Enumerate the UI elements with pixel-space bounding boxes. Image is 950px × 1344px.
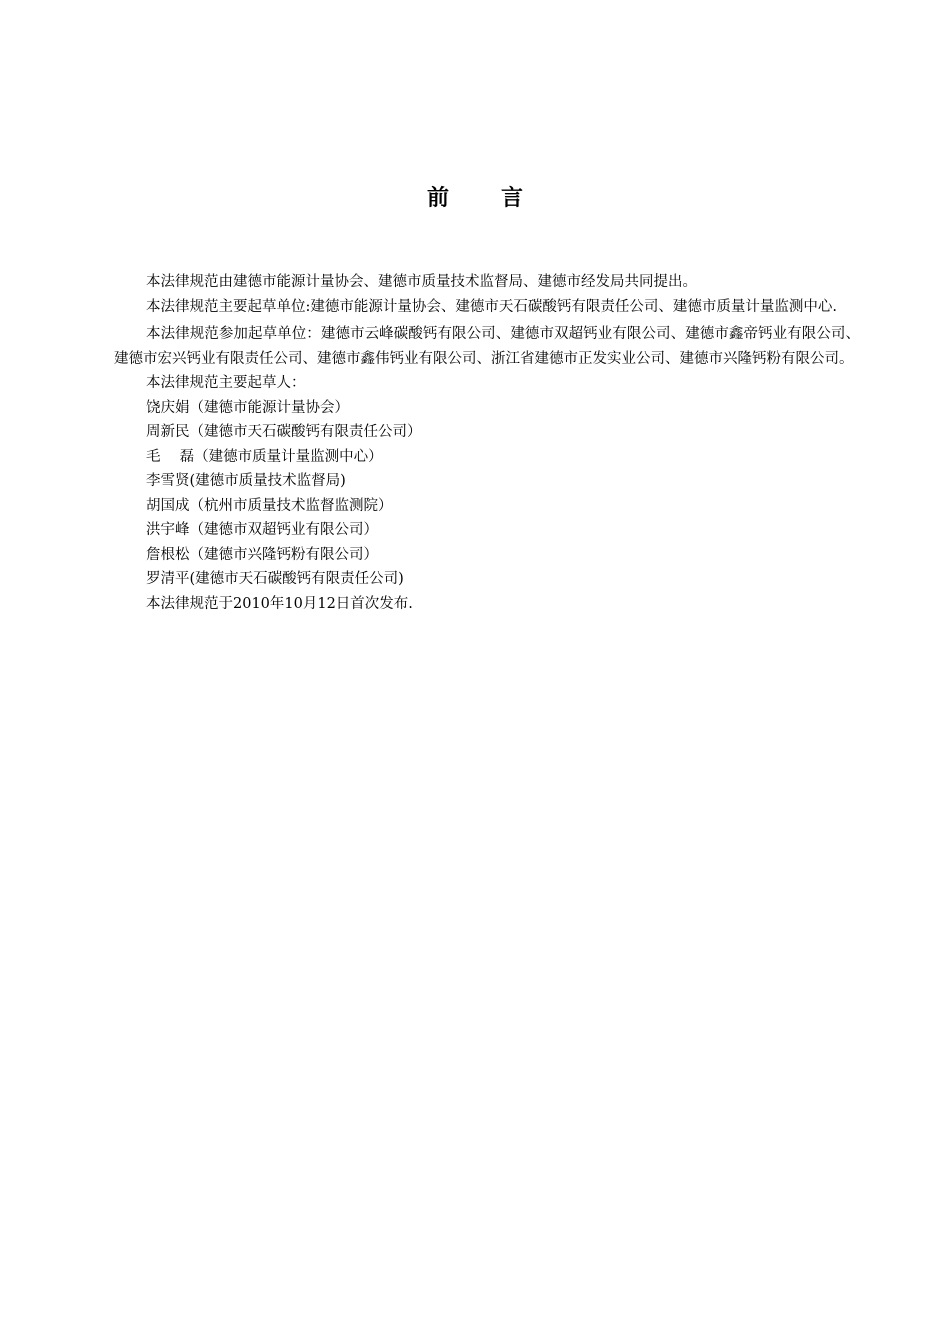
drafter-item: 罗清平(建德市天石碳酸钙有限责任公司) [146,571,404,587]
paragraph-participating-units: 本法律规范参加起草单位：建德市云峰碳酸钙有限公司、建德市双超钙业有限公司、建德市鑫帝钙业有限公司、建德市宏兴钙业有限责任公司、建德市鑫伟钙业有限公司、浙江省建德市正发实业公司、建德市兴隆钙粉有限公司。 [114,326,860,367]
page-title: 前言 [426,186,575,211]
drafter-item: 詹根松（建德市兴隆钙粉有限公司） [146,546,378,563]
drafter-item: 洪宇峰（建德市双超钙业有限公司） [146,522,378,538]
paragraph-drafters-heading: 本法律规范主要起草人： [146,375,306,391]
drafter-item: 毛 磊（建德市质量计量监测中心） [146,448,383,465]
drafter-item: 周新民（建德市天石碳酸钙有限责任公司） [146,424,422,440]
document-body [114,270,860,616]
release-date-note: 本法律规范于2010年10月12日首次发布. [146,595,413,612]
paragraph-main-drafting-units: 本法律规范主要起草单位:建德市能源计量协会、建德市天石碳酸钙有限责任公司、建德市质量计量监测中心. [146,298,837,315]
paragraph-proposer: 本法律规范由建德市能源计量协会、建德市质量技术监督局、建德市经发局共同提出。 [146,274,697,290]
drafter-item: 李雪贤(建德市质量技术监督局) [146,473,346,489]
drafter-item: 胡国成（杭州市质量技术监督监测院） [146,497,393,514]
drafter-item: 饶庆娟（建德市能源计量协会） [146,399,349,416]
